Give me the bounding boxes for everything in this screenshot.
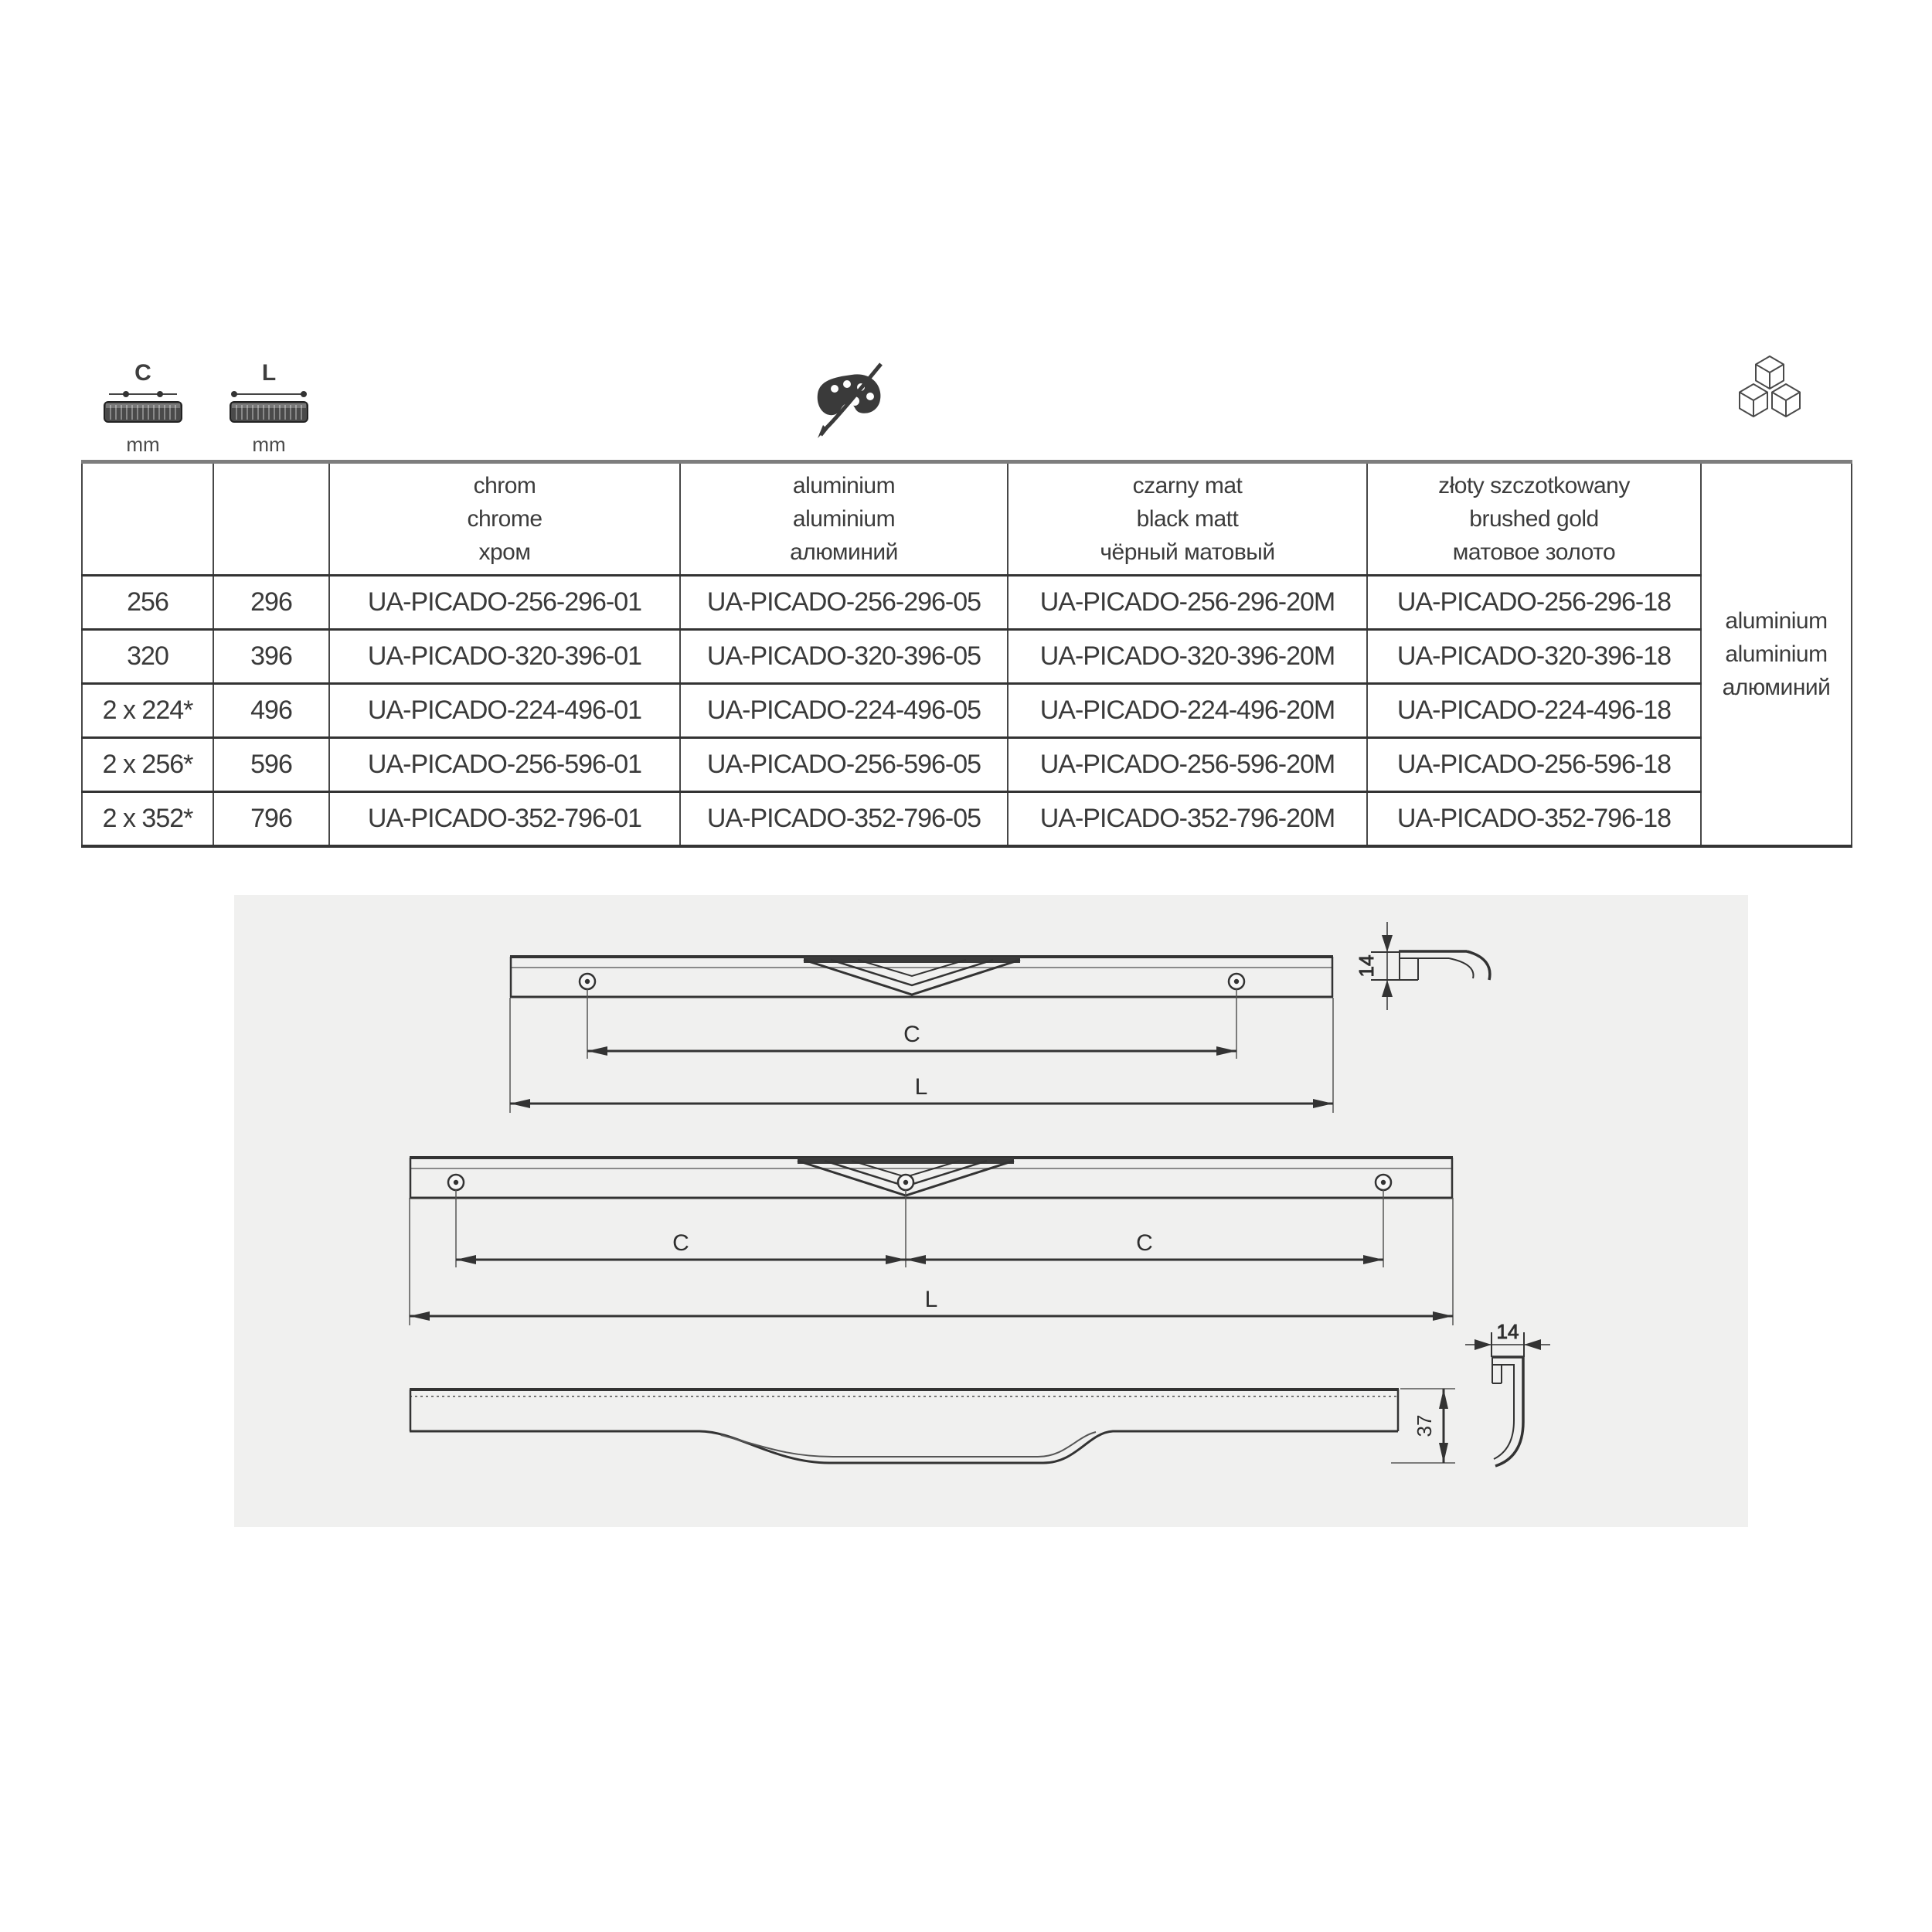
finish-label-en: aluminium xyxy=(792,506,896,532)
cell-code-aluminium: UA-PICADO-256-596-05 xyxy=(680,738,1008,792)
finish-label-pl: chrom xyxy=(473,473,536,498)
cell-code-brushed-gold: UA-PICADO-224-496-18 xyxy=(1367,684,1701,738)
header-cell-l xyxy=(213,462,329,576)
cell-l-value: 396 xyxy=(213,630,329,684)
finish-label-ru: чёрный матовый xyxy=(1100,539,1275,565)
dim-label-14: 14 xyxy=(1496,1320,1519,1343)
cell-code-aluminium: UA-PICADO-256-296-05 xyxy=(680,576,1008,630)
finish-label-ru: матовое золото xyxy=(1452,539,1616,565)
dimensions-short-handle xyxy=(510,989,1333,1113)
material-cell xyxy=(1701,462,1852,847)
dimensions-long-handle xyxy=(410,1190,1453,1325)
front-view-handle xyxy=(410,1389,1399,1463)
table-row xyxy=(82,684,1852,738)
cell-code-brushed-gold: UA-PICADO-256-596-18 xyxy=(1367,738,1701,792)
palette-icon xyxy=(804,352,896,444)
top-view-long-handle xyxy=(410,1158,1453,1198)
technical-drawing xyxy=(234,895,1748,1527)
material-cubes-icon xyxy=(1722,346,1818,442)
finish-label-en: black matt xyxy=(1136,506,1239,532)
material-label-ru: алюминий xyxy=(1722,675,1831,700)
cell-code-black-matt: UA-PICADO-256-296-20M xyxy=(1008,576,1367,630)
cell-code-black-matt: UA-PICADO-352-796-20M xyxy=(1008,792,1367,847)
l-unit-label: mm xyxy=(252,433,286,456)
header-finish-chrome xyxy=(329,462,680,576)
cell-l-value: 796 xyxy=(213,792,329,847)
dim-label-37: 37 xyxy=(1413,1414,1436,1437)
cell-c-value: 2 x 352* xyxy=(82,792,213,847)
cell-l-value: 296 xyxy=(213,576,329,630)
top-view-short-handle xyxy=(510,957,1333,997)
table-row xyxy=(82,576,1852,630)
table-row xyxy=(82,792,1852,847)
product-spec-table xyxy=(81,460,1852,848)
cell-l-value: 596 xyxy=(213,738,329,792)
cell-code-chrome: UA-PICADO-256-596-01 xyxy=(329,738,680,792)
dim-label-c: C xyxy=(1136,1230,1153,1256)
header-finish-brushed-gold xyxy=(1367,462,1701,576)
l-letter: L xyxy=(261,360,277,386)
finish-label-pl: czarny mat xyxy=(1132,473,1243,498)
finish-label-ru: алюминий xyxy=(790,539,898,565)
cell-code-chrome: UA-PICADO-224-496-01 xyxy=(329,684,680,738)
finish-label-pl: złoty szczotkowany xyxy=(1438,473,1630,498)
c-dimension-icon xyxy=(95,357,191,457)
cell-c-value: 256 xyxy=(82,576,213,630)
header-finish-black-matt xyxy=(1008,462,1367,576)
header-cell-c xyxy=(82,462,213,576)
dim-label-l: L xyxy=(924,1287,938,1312)
c-unit-label: mm xyxy=(126,433,160,456)
cell-code-brushed-gold: UA-PICADO-256-296-18 xyxy=(1367,576,1701,630)
cell-l-value: 496 xyxy=(213,684,329,738)
profile-view-top xyxy=(1355,922,1490,1010)
finish-label-en: brushed gold xyxy=(1469,506,1599,532)
dimension-height-37 xyxy=(1391,1389,1455,1463)
cell-c-value: 2 x 224* xyxy=(82,684,213,738)
cell-code-brushed-gold: UA-PICADO-352-796-18 xyxy=(1367,792,1701,847)
dim-label-c: C xyxy=(903,1022,920,1047)
table-header-row xyxy=(82,462,1852,576)
table-row xyxy=(82,630,1852,684)
finish-label-en: chrome xyxy=(467,506,543,532)
finish-label-ru: хром xyxy=(478,539,531,565)
cell-code-aluminium: UA-PICADO-352-796-05 xyxy=(680,792,1008,847)
cell-code-black-matt: UA-PICADO-224-496-20M xyxy=(1008,684,1367,738)
cell-code-chrome: UA-PICADO-256-296-01 xyxy=(329,576,680,630)
profile-view-bottom xyxy=(1465,1320,1550,1466)
cell-code-black-matt: UA-PICADO-320-396-20M xyxy=(1008,630,1367,684)
finish-label-pl: aluminium xyxy=(792,473,896,498)
cell-code-aluminium: UA-PICADO-320-396-05 xyxy=(680,630,1008,684)
c-letter: C xyxy=(134,360,151,386)
dim-label-l: L xyxy=(914,1074,928,1100)
cell-code-aluminium: UA-PICADO-224-496-05 xyxy=(680,684,1008,738)
header-finish-aluminium xyxy=(680,462,1008,576)
dim-label-c: C xyxy=(672,1230,689,1256)
technical-drawing-panel xyxy=(234,895,1748,1527)
material-label-pl: aluminium xyxy=(1725,608,1828,634)
table-row xyxy=(82,738,1852,792)
material-label-en: aluminium xyxy=(1725,641,1828,667)
cell-c-value: 2 x 256* xyxy=(82,738,213,792)
dim-label-14: 14 xyxy=(1355,954,1378,978)
cell-code-chrome: UA-PICADO-320-396-01 xyxy=(329,630,680,684)
cell-c-value: 320 xyxy=(82,630,213,684)
cell-code-brushed-gold: UA-PICADO-320-396-18 xyxy=(1367,630,1701,684)
cell-code-chrome: UA-PICADO-352-796-01 xyxy=(329,792,680,847)
l-dimension-icon xyxy=(221,357,317,457)
cell-code-black-matt: UA-PICADO-256-596-20M xyxy=(1008,738,1367,792)
